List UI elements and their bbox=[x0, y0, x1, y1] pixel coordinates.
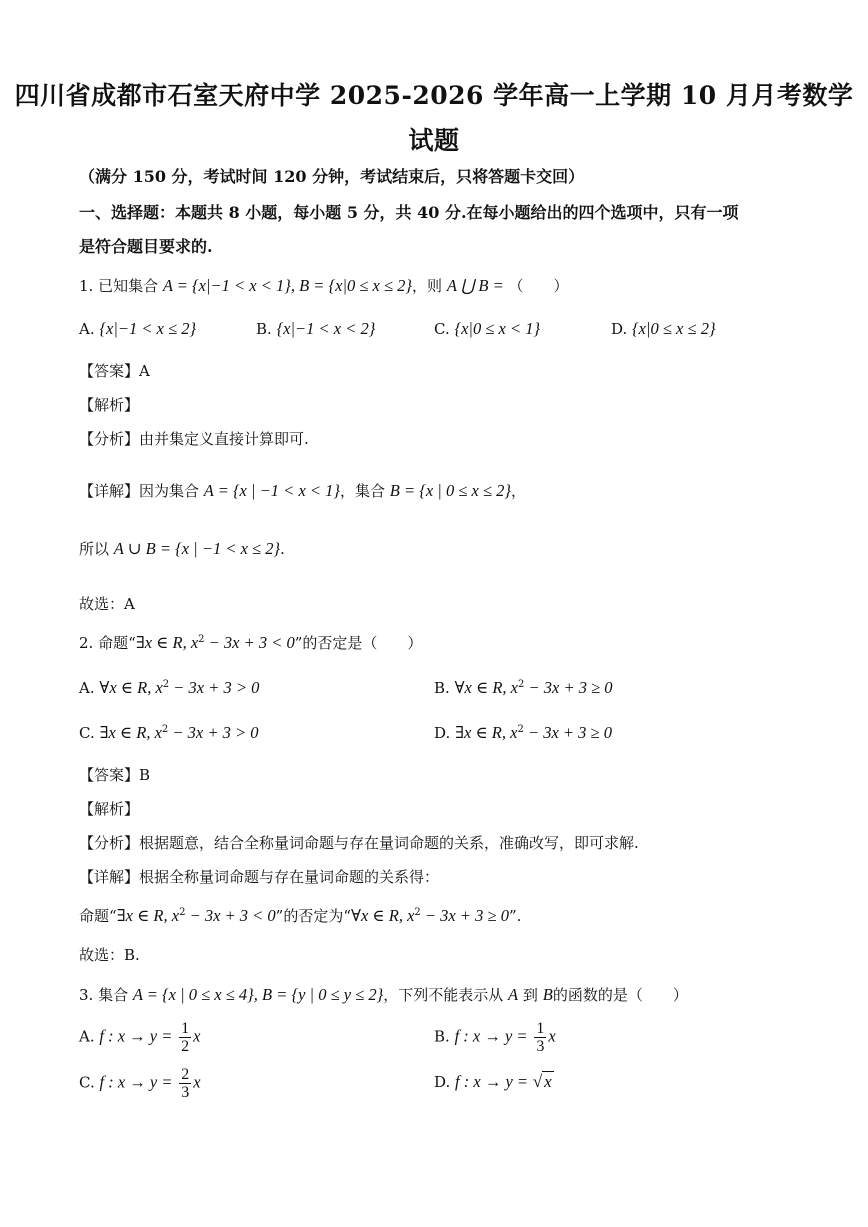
option-label: A. bbox=[79, 320, 95, 338]
conclusion-sup: 2 bbox=[414, 907, 421, 918]
numerator: 1 bbox=[181, 1020, 190, 1037]
option-math: f : x → y = bbox=[99, 1026, 173, 1046]
fraction bbox=[534, 1020, 546, 1055]
conclusion-text: 命题“ bbox=[79, 907, 117, 925]
q3-prefix: 3. 集合 bbox=[79, 986, 129, 1004]
q2-detail: 【详解】根据全称量词命题与存在量词命题的关系得： bbox=[79, 868, 440, 886]
square-root: √ x bbox=[532, 1072, 552, 1091]
q2-option-a bbox=[79, 678, 259, 698]
exam-subtitle: （满分 150 分，考试时间 120 分钟，考试结束后，只将答题卡交回） bbox=[79, 167, 585, 186]
q2-option-c bbox=[79, 723, 259, 743]
option-math: {x|−1 < x < 2} bbox=[276, 319, 376, 338]
detail-text: ， bbox=[511, 482, 527, 500]
detail-text: ，集合 bbox=[340, 482, 386, 500]
denominator: 2 bbox=[181, 1038, 190, 1055]
q3-option-c bbox=[79, 1066, 201, 1101]
option-sup: 2 bbox=[161, 724, 169, 735]
option-sup: 2 bbox=[517, 724, 524, 735]
q2-choice: 故选：B. bbox=[79, 946, 140, 964]
denominator: 3 bbox=[536, 1038, 545, 1055]
detail-math: B = {x | 0 ≤ x ≤ 2} bbox=[389, 481, 512, 500]
option-math-rest: − 3x + 3 > 0 bbox=[168, 723, 259, 742]
q2-math: ∃x ∈ R, x bbox=[135, 633, 199, 652]
question-2-stem bbox=[79, 632, 422, 653]
option-label: A. bbox=[79, 1027, 95, 1046]
q1-option-d bbox=[611, 319, 716, 339]
conclusion-math: ∀x ∈ R, x bbox=[351, 906, 415, 925]
option-var: x bbox=[193, 1072, 201, 1092]
option-label: B. bbox=[256, 320, 272, 338]
option-var: x bbox=[193, 1026, 201, 1046]
radicand: x bbox=[544, 1072, 552, 1091]
q2-sup: 2 bbox=[198, 634, 205, 645]
option-label: B. bbox=[434, 679, 450, 697]
conclusion-math-rest: − 3x + 3 < 0 bbox=[185, 906, 276, 925]
option-label: D. bbox=[434, 724, 451, 742]
fraction bbox=[179, 1066, 191, 1101]
q1-fenxi: 【分析】由并集定义直接计算即可. bbox=[79, 430, 309, 448]
option-math: f : x → y = bbox=[99, 1072, 173, 1092]
q2-answer: 【答案】B bbox=[79, 766, 151, 784]
page-title-line2: 试题 bbox=[408, 126, 460, 155]
conclusion-text: ”. bbox=[508, 907, 522, 925]
option-math: {x|−1 < x ≤ 2} bbox=[99, 319, 197, 338]
q1-suffix: ，则 bbox=[412, 277, 443, 295]
q1-option-c bbox=[434, 319, 540, 339]
option-var: x bbox=[548, 1026, 556, 1046]
q3-option-d bbox=[434, 1072, 554, 1092]
conclusion-text: 所以 bbox=[79, 540, 110, 558]
conclusion-math: A ∪ B = {x | −1 < x ≤ 2} bbox=[113, 539, 281, 558]
detail-text: 【详解】因为集合 bbox=[79, 482, 200, 500]
option-label: C. bbox=[434, 320, 450, 338]
conclusion-text: ”的否定为“ bbox=[275, 907, 352, 925]
option-math: ∀x ∈ R, x bbox=[454, 678, 518, 697]
option-label: B. bbox=[434, 1027, 450, 1046]
q1-paren: （ ） bbox=[508, 277, 569, 295]
q3-set-b: B bbox=[542, 985, 553, 1004]
section-heading-line2: 是符合题目要求的. bbox=[79, 237, 213, 256]
q1-choice: 故选：A bbox=[79, 595, 135, 613]
q1-answer: 【答案】A bbox=[79, 362, 150, 380]
option-math: ∃x ∈ R, x bbox=[455, 723, 518, 742]
option-math: f : x → y = bbox=[454, 1026, 528, 1046]
section-heading-line1: 一、选择题：本题共 8 小题，每小题 5 分，共 40 分.在每小题给出的四个选项中，只有一项 bbox=[79, 203, 739, 222]
q2-option-b bbox=[434, 678, 613, 698]
q1-option-b bbox=[256, 319, 375, 339]
option-math: {x|0 ≤ x ≤ 2} bbox=[632, 319, 716, 338]
option-label: A. bbox=[79, 679, 95, 697]
conclusion-sup: 2 bbox=[179, 907, 186, 918]
option-math: {x|0 ≤ x < 1} bbox=[454, 319, 541, 338]
option-sup: 2 bbox=[162, 679, 170, 690]
numerator: 1 bbox=[536, 1020, 545, 1037]
option-math-rest: − 3x + 3 ≥ 0 bbox=[523, 723, 612, 742]
q1-prefix: 1. 已知集合 bbox=[79, 277, 159, 295]
numerator: 2 bbox=[181, 1066, 190, 1083]
q2-option-d bbox=[434, 723, 612, 743]
option-math: ∀x ∈ R, x bbox=[99, 678, 163, 697]
q2-suffix: ”的否定是（ ） bbox=[294, 634, 423, 652]
conclusion-math-rest: − 3x + 3 ≥ 0 bbox=[420, 906, 509, 925]
option-math: ∃x ∈ R, x bbox=[99, 723, 162, 742]
q1-math: A = {x|−1 < x < 1}, B = {x|0 ≤ x ≤ 2} bbox=[162, 276, 413, 295]
fraction bbox=[179, 1020, 191, 1055]
option-math-rest: − 3x + 3 ≥ 0 bbox=[524, 678, 613, 697]
q1-option-a bbox=[79, 319, 196, 339]
q3-set-a: A bbox=[508, 985, 519, 1004]
conclusion-text: . bbox=[280, 540, 285, 558]
q1-analysis-label: 【解析】 bbox=[79, 396, 140, 414]
q2-analysis-label: 【解析】 bbox=[79, 800, 140, 818]
option-sup: 2 bbox=[517, 679, 525, 690]
denominator: 3 bbox=[181, 1084, 190, 1101]
detail-math: A = {x | −1 < x < 1} bbox=[203, 481, 340, 500]
q2-conclusion bbox=[79, 905, 521, 926]
question-3-stem bbox=[79, 984, 688, 1005]
q1-detail bbox=[79, 480, 526, 501]
option-math-rest: − 3x + 3 > 0 bbox=[169, 678, 260, 697]
q2-prefix: 2. 命题“ bbox=[79, 634, 136, 652]
question-1-stem bbox=[79, 275, 569, 296]
q3-mid: 到 bbox=[522, 986, 538, 1004]
page-title-line1: 四川省成都市石室天府中学 2025-2026 学年高一上学期 10 月月考数学 bbox=[14, 81, 854, 110]
option-label: D. bbox=[611, 320, 628, 338]
conclusion-math: ∃x ∈ R, x bbox=[116, 906, 180, 925]
q2-math-rest: − 3x + 3 < 0 bbox=[204, 633, 295, 652]
q2-fenxi: 【分析】根据题意，结合全称量词命题与存在量词命题的关系，准确改写，即可求解. bbox=[79, 834, 639, 852]
q3-suffix2: 的函数的是（ ） bbox=[552, 986, 688, 1004]
q3-suffix: ，下列不能表示从 bbox=[383, 986, 504, 1004]
option-label: D. bbox=[434, 1073, 451, 1091]
q1-math2: A ⋃ B = bbox=[446, 276, 504, 295]
option-label: C. bbox=[79, 1073, 95, 1092]
q3-option-a bbox=[79, 1020, 201, 1055]
q1-conclusion bbox=[79, 538, 285, 559]
option-label: C. bbox=[79, 724, 95, 742]
q3-option-b bbox=[434, 1020, 556, 1055]
q3-math: A = {x | 0 ≤ x ≤ 4}, B = {y | 0 ≤ y ≤ 2} bbox=[132, 985, 384, 1004]
option-math: f : x → y = bbox=[455, 1072, 529, 1091]
